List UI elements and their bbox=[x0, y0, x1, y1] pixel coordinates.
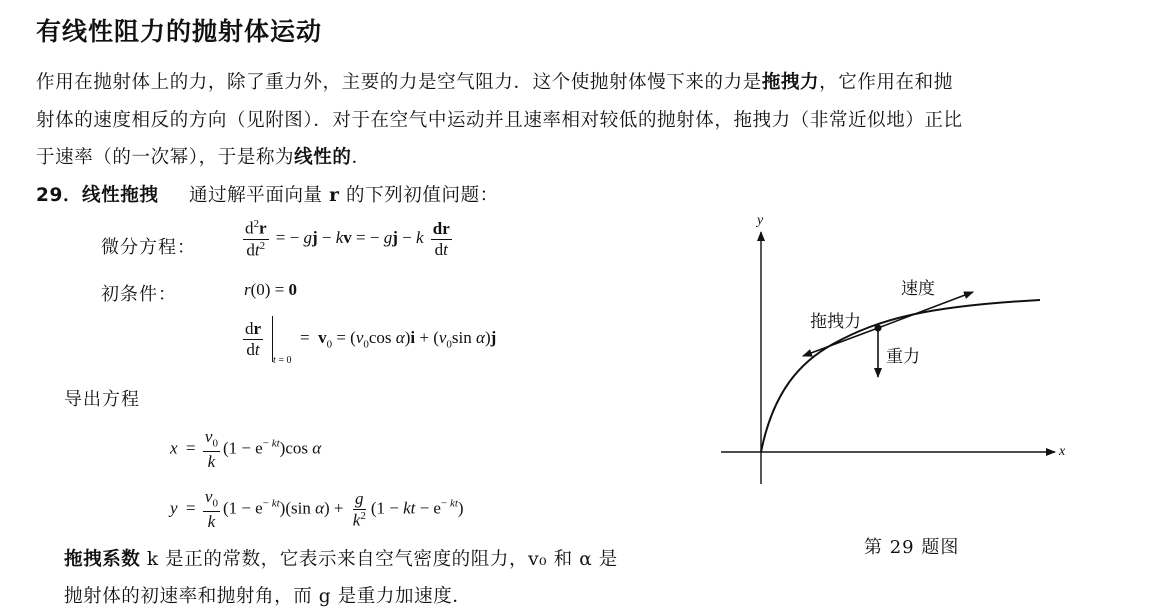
velocity-label: 速度 bbox=[901, 279, 935, 299]
equation-initial-position: r(0) = 0 bbox=[244, 280, 298, 299]
label-derive: 导出方程 bbox=[64, 389, 140, 410]
term-drag-force: 拖拽力 bbox=[761, 72, 820, 93]
term-linear: 线性的 bbox=[294, 147, 352, 168]
intro-line-1: 作用在抛射体上的力，除了重力外，主要的力是空气阻力．这个使抛射体慢下来的力是拖拽力，它作用在和抛 bbox=[36, 72, 953, 93]
label-initial: 初条件： bbox=[101, 284, 177, 305]
intro-line-3: 于速率（的一次幂），于是称为线性的． bbox=[36, 147, 371, 168]
x-axis-label: x bbox=[1059, 444, 1066, 459]
drag-arrow bbox=[803, 328, 878, 356]
term-drag-coefficient: 拖拽系数 bbox=[64, 549, 141, 570]
drag-label: 拖拽力 bbox=[810, 312, 861, 332]
gravity-label: 重力 bbox=[886, 347, 920, 367]
closing-line-1: 拖拽系数 k 是正的常数，它表示来自空气密度的阻力，v₀ 和 α 是 bbox=[64, 549, 618, 570]
problem-heading: 29．线性拖拽 通过解平面向量 r 的下列初值问题： bbox=[36, 185, 499, 206]
equation-diffeq: $\frac{d^2r}{dt^2}$ = − gj − kv = − gj − k $\frac{dr}{dt}$ bbox=[245, 218, 450, 260]
figure-caption: 第 29 题图 bbox=[864, 537, 960, 558]
equation-y: y = $\frac{v_0}{k}$ $(1 - e^{- kt})(\sin$ α) + $\frac{g}{k^2}$ (1 − kt − $e^{- kt}$) bbox=[170, 487, 464, 531]
problem-number: 29．线性拖拽 bbox=[36, 185, 159, 206]
equation-x: x = $\frac{v_0}{k}$ $(1 - e^{- kt})\cos$ α bbox=[170, 427, 322, 471]
y-axis-label: y bbox=[757, 213, 764, 228]
equation-initial-velocity: $\frac{dr}{dt}$ $_{t = 0} = v_0 = (v_0\cos$ $\alpha)i + (v_0\sin$ α)j bbox=[240, 316, 496, 362]
intro-line-2: 射体的速度相反的方向（见附图）．对于在空气中运动并且速率相对较低的抛射体，拖拽力（非常近似地）正比 bbox=[36, 110, 963, 131]
section-title: 有线性阻力的抛射体运动 bbox=[36, 17, 323, 46]
label-diffeq: 微分方程： bbox=[101, 237, 196, 258]
closing-line-2: 抛射体的初速率和抛射角，而 g 是重力加速度． bbox=[64, 586, 472, 607]
trajectory-curve bbox=[761, 300, 1040, 452]
